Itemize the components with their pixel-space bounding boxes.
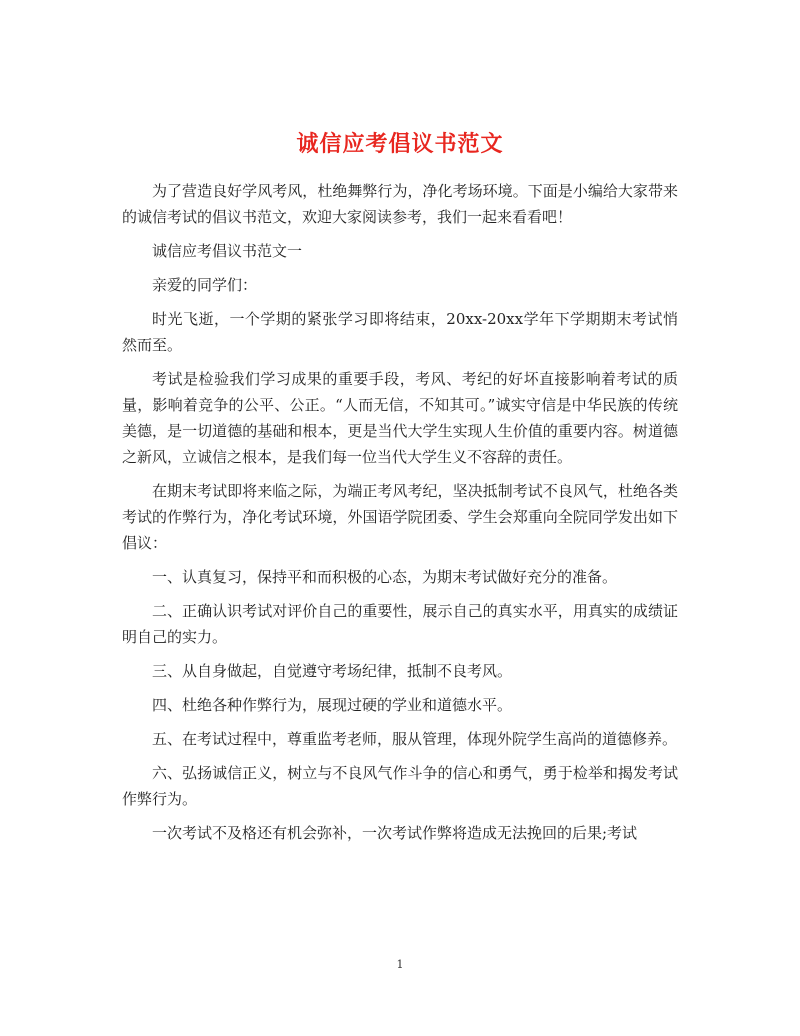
paragraph-proposal: 在期末考试即将来临之际，为端正考风考纪，坚决抵制考试不良风气，杜绝各类考试的作弊行为，净化考试环境，外国语学院团委、学生会郑重向全院同学发出如下倡议：: [122, 482, 678, 552]
paragraph-item-5: 五、在考试过程中，尊重监考老师，服从管理，体现外院学生高尚的道德修养。: [152, 730, 678, 748]
paragraph-closing: 一次考试不及格还有机会弥补，一次考试作弊将造成无法挽回的后果;考试: [152, 824, 638, 842]
page-number: 1: [396, 958, 404, 971]
paragraph-item-2: 二、正确认识考试对评价自己的重要性，展示自己的真实水平，用真实的成绩证明自己的实力。: [122, 602, 678, 646]
document-body: [122, 178, 678, 854]
paragraph-item-6: 六、弘扬诚信正义，树立与不良风气作斗争的信心和勇气，勇于检举和揭发考试作弊行为。: [122, 764, 678, 808]
paragraph-time: 时光飞逝，一个学期的紧张学习即将结束，20xx-20xx学年下学期期末考试悄然而至。: [122, 310, 678, 354]
paragraph-item-3: 三、从自身做起，自觉遵守考场纪律，抵制不良考风。: [152, 662, 513, 680]
paragraph-intro: 为了营造良好学风考风，杜绝舞弊行为，净化考场环境。下面是小编给大家带来的诚信考试的倡议书范文，欢迎大家阅读参考，我们一起来看看吧！: [122, 182, 678, 226]
paragraph-item-4: 四、杜绝各种作弊行为，展现过硬的学业和道德水平。: [152, 696, 513, 714]
paragraph-item-1: 一、认真复习，保持平和而积极的心态，为期末考试做好充分的准备。: [152, 568, 618, 586]
paragraph-exam-importance: 考试是检验我们学习成果的重要手段，考风、考纪的好坏直接影响着考试的质量，影响着竞争的公平、公正。“人而无信，不知其可。”诚实守信是中华民族的传统美德，是一切道德的基础和根本，更是当代大学生实现人生价值的重要内容。树道德之新风，立诚信之根本，是我们每一位当代大学生义不容辞的责任。: [122, 370, 678, 466]
paragraph-subtitle: 诚信应考倡议书范文一: [152, 242, 303, 260]
page-title: 诚信应考倡议书范文: [296, 130, 504, 157]
paragraph-salutation: 亲爱的同学们：: [152, 276, 258, 294]
